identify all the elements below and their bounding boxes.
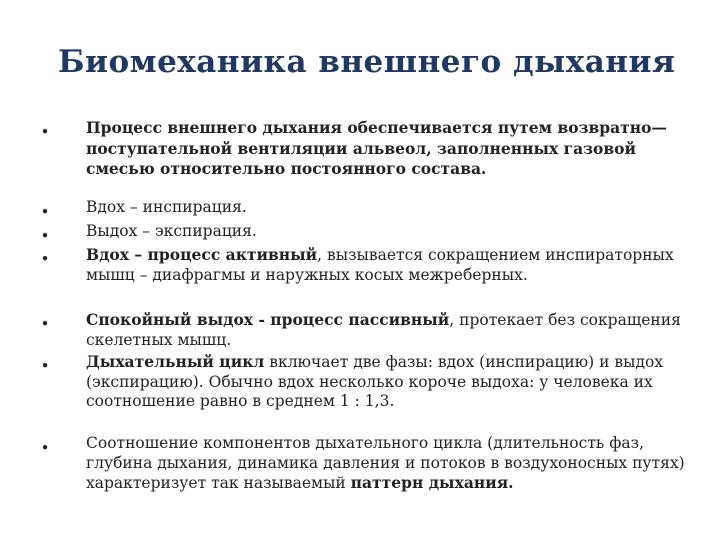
list-item xyxy=(86,310,686,350)
bullet-marker: • xyxy=(40,123,50,141)
item-text-bold: паттерн дыхания. xyxy=(350,473,514,493)
list-item xyxy=(86,245,686,285)
list-item xyxy=(86,198,686,218)
bullet-marker: • xyxy=(40,203,50,221)
list-item xyxy=(86,352,686,412)
item-text: Соотношение компонентов дыхательного цикла (длительность фаз, глубина дыхания, динамика давления и потоков в воздухоносных путях) характеризует так называемый xyxy=(86,434,685,493)
item-text: , вызывается сокращением инспираторных мышц – диафрагмы и наружных косых межреберных. xyxy=(86,246,674,284)
item-text: включает две фазы: вдох (инспирацию) и выдох (экспирацию). Обычно вдох несколько короче выдоха: у человека их соотношение равно в среднем 1 : 1,3. xyxy=(86,353,664,411)
bullet-marker: • xyxy=(40,227,50,245)
item-text-bold: Вдох – процесс активный xyxy=(86,245,318,264)
bullet-marker: • xyxy=(40,315,50,333)
item-text-bold: Дыхательный цикл xyxy=(86,352,265,371)
list-item xyxy=(86,118,686,180)
list-item xyxy=(86,434,686,494)
bullet-marker: • xyxy=(40,439,50,457)
item-text: Вдох – инспирация. xyxy=(86,198,247,216)
bullet-marker: • xyxy=(40,250,50,268)
slide-title: Биомеханика внешнего дыхания xyxy=(58,44,676,80)
item-text-bold: Спокойный выдох - процесс пассивный xyxy=(86,310,450,329)
item-text: , протекает без сокращения скелетных мышц. xyxy=(86,311,681,349)
bullet-marker: • xyxy=(40,357,50,375)
item-text-bold: Процесс внешнего дыхания обеспечивается путем возвратно—поступательной вентиляции альвеол, заполненных газовой смесью относительно постоянного состава. xyxy=(86,118,667,179)
list-item xyxy=(86,222,686,242)
item-text: Выдох – экспирация. xyxy=(86,222,257,240)
